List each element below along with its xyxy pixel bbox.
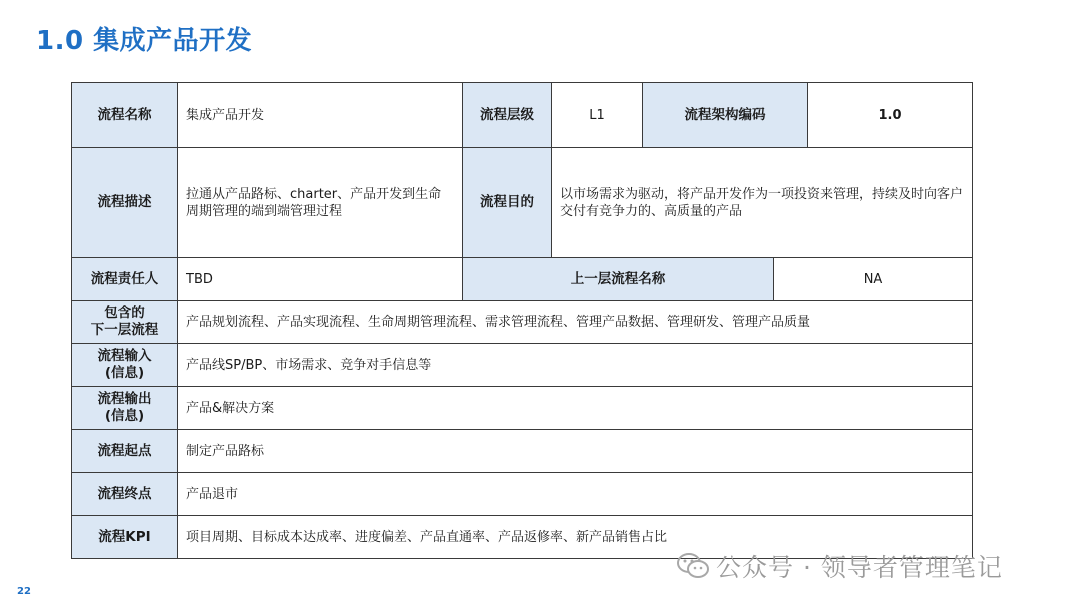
parent-process-value: NA — [773, 257, 973, 301]
table-row — [71, 472, 973, 516]
row-value: 产品&解决方案 — [177, 386, 973, 430]
row-value: 产品规划流程、产品实现流程、生命周期管理流程、需求管理流程、管理产品数据、管理研发、管理产品质量 — [177, 300, 973, 344]
table-row — [71, 429, 973, 473]
process-level-value: L1 — [551, 82, 643, 148]
row-value: 产品线SP/BP、市场需求、竞争对手信息等 — [177, 343, 973, 387]
row-label: 流程起点 — [71, 429, 178, 473]
table-row — [71, 386, 973, 430]
process-description-value: 拉通从产品路标、charter、产品开发到生命周期管理的端到端管理过程 — [177, 147, 463, 258]
process-name-label: 流程名称 — [71, 82, 178, 148]
row-label-line2: 下一层流程 — [90, 322, 159, 338]
row-label — [71, 300, 178, 344]
row-label: 流程终点 — [71, 472, 178, 516]
row-label-line2: (信息) — [104, 365, 145, 381]
row-label — [71, 343, 178, 387]
row-label-line1: 流程输入 — [97, 348, 152, 364]
watermark — [676, 548, 1003, 584]
row-label-line1: 流程输出 — [97, 391, 152, 407]
table-row-owner — [71, 257, 973, 301]
process-level-label: 流程层级 — [462, 82, 552, 148]
table-row — [71, 300, 973, 344]
watermark-text: 公众号 · 领导者管理笔记 — [716, 553, 1003, 582]
process-owner-label: 流程责任人 — [71, 257, 178, 301]
process-owner-value: TBD — [177, 257, 463, 301]
process-purpose-value: 以市场需求为驱动，将产品开发作为一项投资来管理，持续及时向客户交付有竞争力的、高质量的产品 — [551, 147, 973, 258]
process-description-label: 流程描述 — [71, 147, 178, 258]
row-value: 制定产品路标 — [177, 429, 973, 473]
row-value: 项目周期、目标成本达成率、进度偏差、产品直通率、产品返修率、新产品销售占比 — [177, 515, 973, 559]
process-code-value: 1.0 — [807, 82, 973, 148]
row-value: 产品退市 — [177, 472, 973, 516]
row-label — [71, 386, 178, 430]
row-label: 流程KPI — [71, 515, 178, 559]
process-purpose-label: 流程目的 — [462, 147, 552, 258]
page-number: 22 — [17, 586, 31, 597]
row-label-line1: 包含的 — [104, 305, 145, 321]
page-title: 1.0 集成产品开发 — [36, 26, 253, 56]
wechat-icon — [676, 551, 710, 581]
table-row — [71, 343, 973, 387]
row-label-line2: (信息) — [104, 408, 145, 424]
table-row-description — [71, 147, 973, 258]
parent-process-label: 上一层流程名称 — [462, 257, 774, 301]
table-row-name — [71, 82, 973, 148]
process-name-value: 集成产品开发 — [177, 82, 463, 148]
process-code-label: 流程架构编码 — [642, 82, 808, 148]
